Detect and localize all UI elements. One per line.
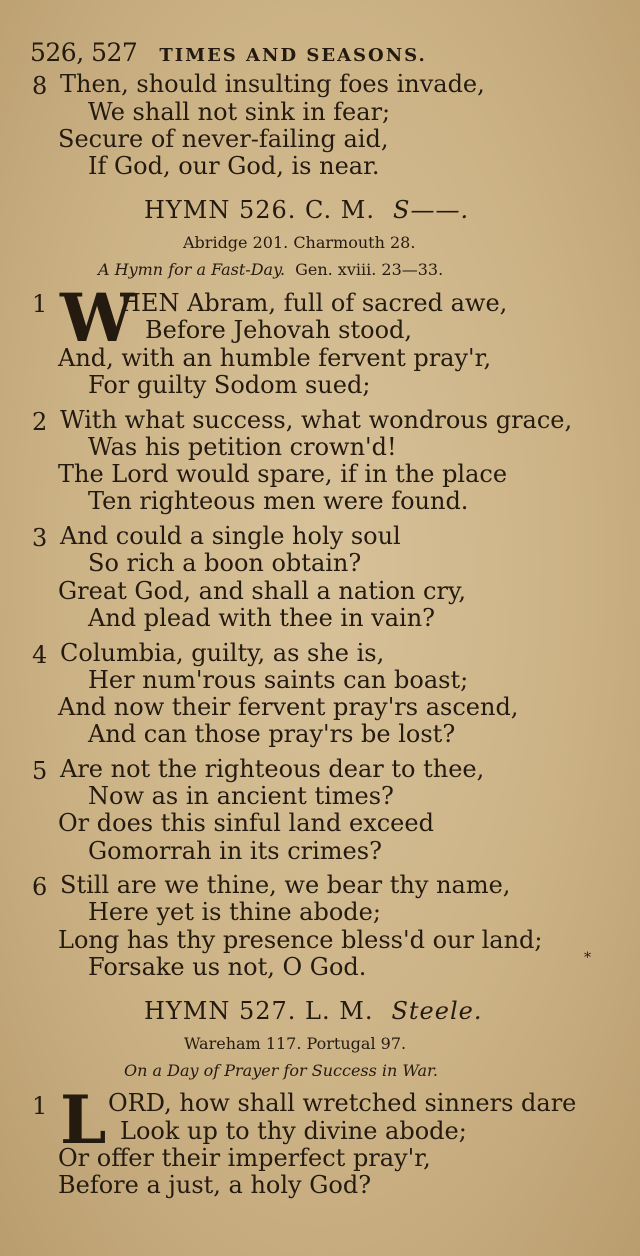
verse-line: Still are we thine, we bear thy name,: [60, 871, 511, 899]
stanza-number: 3: [32, 524, 48, 552]
running-head: [30, 38, 427, 67]
verse-line: Ten righteous men were found.: [88, 487, 469, 515]
verse-line: Are not the righteous dear to thee,: [60, 755, 485, 783]
stanza-number: 1: [32, 1092, 48, 1120]
hymn-number: HYMN 527. L. M.: [144, 997, 374, 1025]
hymn-number: HYMN 526. C. M.: [144, 196, 376, 224]
verse-line: Gomorrah in its crimes?: [88, 837, 382, 865]
hymn-subtitle: On a Day of Prayer for Success in War.: [124, 1061, 438, 1080]
verse-line: Or offer their imperfect pray'r,: [58, 1144, 431, 1172]
verse-line: Forsake us not, O God.: [88, 953, 367, 981]
stanza-number: 5: [32, 757, 48, 785]
verse-line: And plead with thee in vain?: [88, 604, 436, 632]
stanza-number: 2: [32, 408, 48, 436]
stanza-number: 8: [32, 72, 48, 100]
verse-line: ORD, how shall wretched sinners dare: [108, 1089, 577, 1117]
verse-line: And now their fervent pray'rs ascend,: [58, 693, 519, 721]
scripture-reference: Gen. xviii. 23—33.: [295, 260, 444, 279]
verse-line: Here yet is thine abode;: [88, 898, 381, 926]
hymn-author: S——.: [393, 196, 470, 224]
catchword-mark: *: [584, 950, 591, 966]
drop-cap: W: [60, 279, 135, 357]
verse-line: If God, our God, is near.: [88, 152, 380, 180]
verse-line: So rich a boon obtain?: [88, 549, 362, 577]
verse-line: We shall not sink in fear;: [88, 98, 391, 126]
verse-line: For guilty Sodom sued;: [88, 371, 371, 399]
verse-line: Then, should insulting foes invade,: [60, 70, 485, 98]
verse-line: Or does this sinful land exceed: [58, 809, 434, 837]
tune-names: Wareham 117. Portugal 97.: [184, 1034, 407, 1053]
verse-line: HEN Abram, full of sacred awe,: [120, 289, 508, 317]
verse-line: Before Jehovah stood,: [145, 316, 413, 344]
verse-line: And could a single holy soul: [60, 522, 401, 550]
stanza-number: 1: [32, 290, 48, 318]
verse-line: Great God, and shall a nation cry,: [58, 577, 466, 605]
page-numbers: 526, 527: [30, 38, 138, 67]
verse-line: And, with an humble fervent pray'r,: [58, 344, 492, 372]
stanza-number: 4: [32, 641, 48, 669]
verse-line: Her num'rous saints can boast;: [88, 666, 469, 694]
stanza-number: 6: [32, 873, 48, 901]
verse-line: The Lord would spare, if in the place: [58, 460, 508, 488]
hymn-subtitle: [98, 260, 443, 279]
verse-line: Now as in ancient times?: [88, 782, 394, 810]
verse-line: With what success, what wondrous grace,: [60, 406, 573, 434]
verse-line: Columbia, guilty, as she is,: [60, 639, 385, 667]
hymn-author: Steele.: [391, 997, 483, 1025]
verse-line: Long has thy presence bless'd our land;: [58, 926, 543, 954]
verse-line: Was his petition crown'd!: [88, 433, 397, 461]
verse-line: Secure of never-failing aid,: [58, 125, 389, 153]
tune-names: Abridge 201. Charmouth 28.: [183, 233, 416, 252]
section-title: TIMES AND SEASONS.: [159, 45, 427, 66]
hymn-title: [144, 196, 469, 224]
hymn-title: [144, 997, 482, 1025]
subtitle-text: A Hymn for a Fast-Day.: [98, 260, 286, 279]
verse-line: And can those pray'rs be lost?: [88, 720, 456, 748]
drop-cap: L: [60, 1081, 107, 1159]
verse-line: Look up to thy divine abode;: [120, 1117, 467, 1145]
verse-line: Before a just, a holy God?: [58, 1171, 372, 1199]
